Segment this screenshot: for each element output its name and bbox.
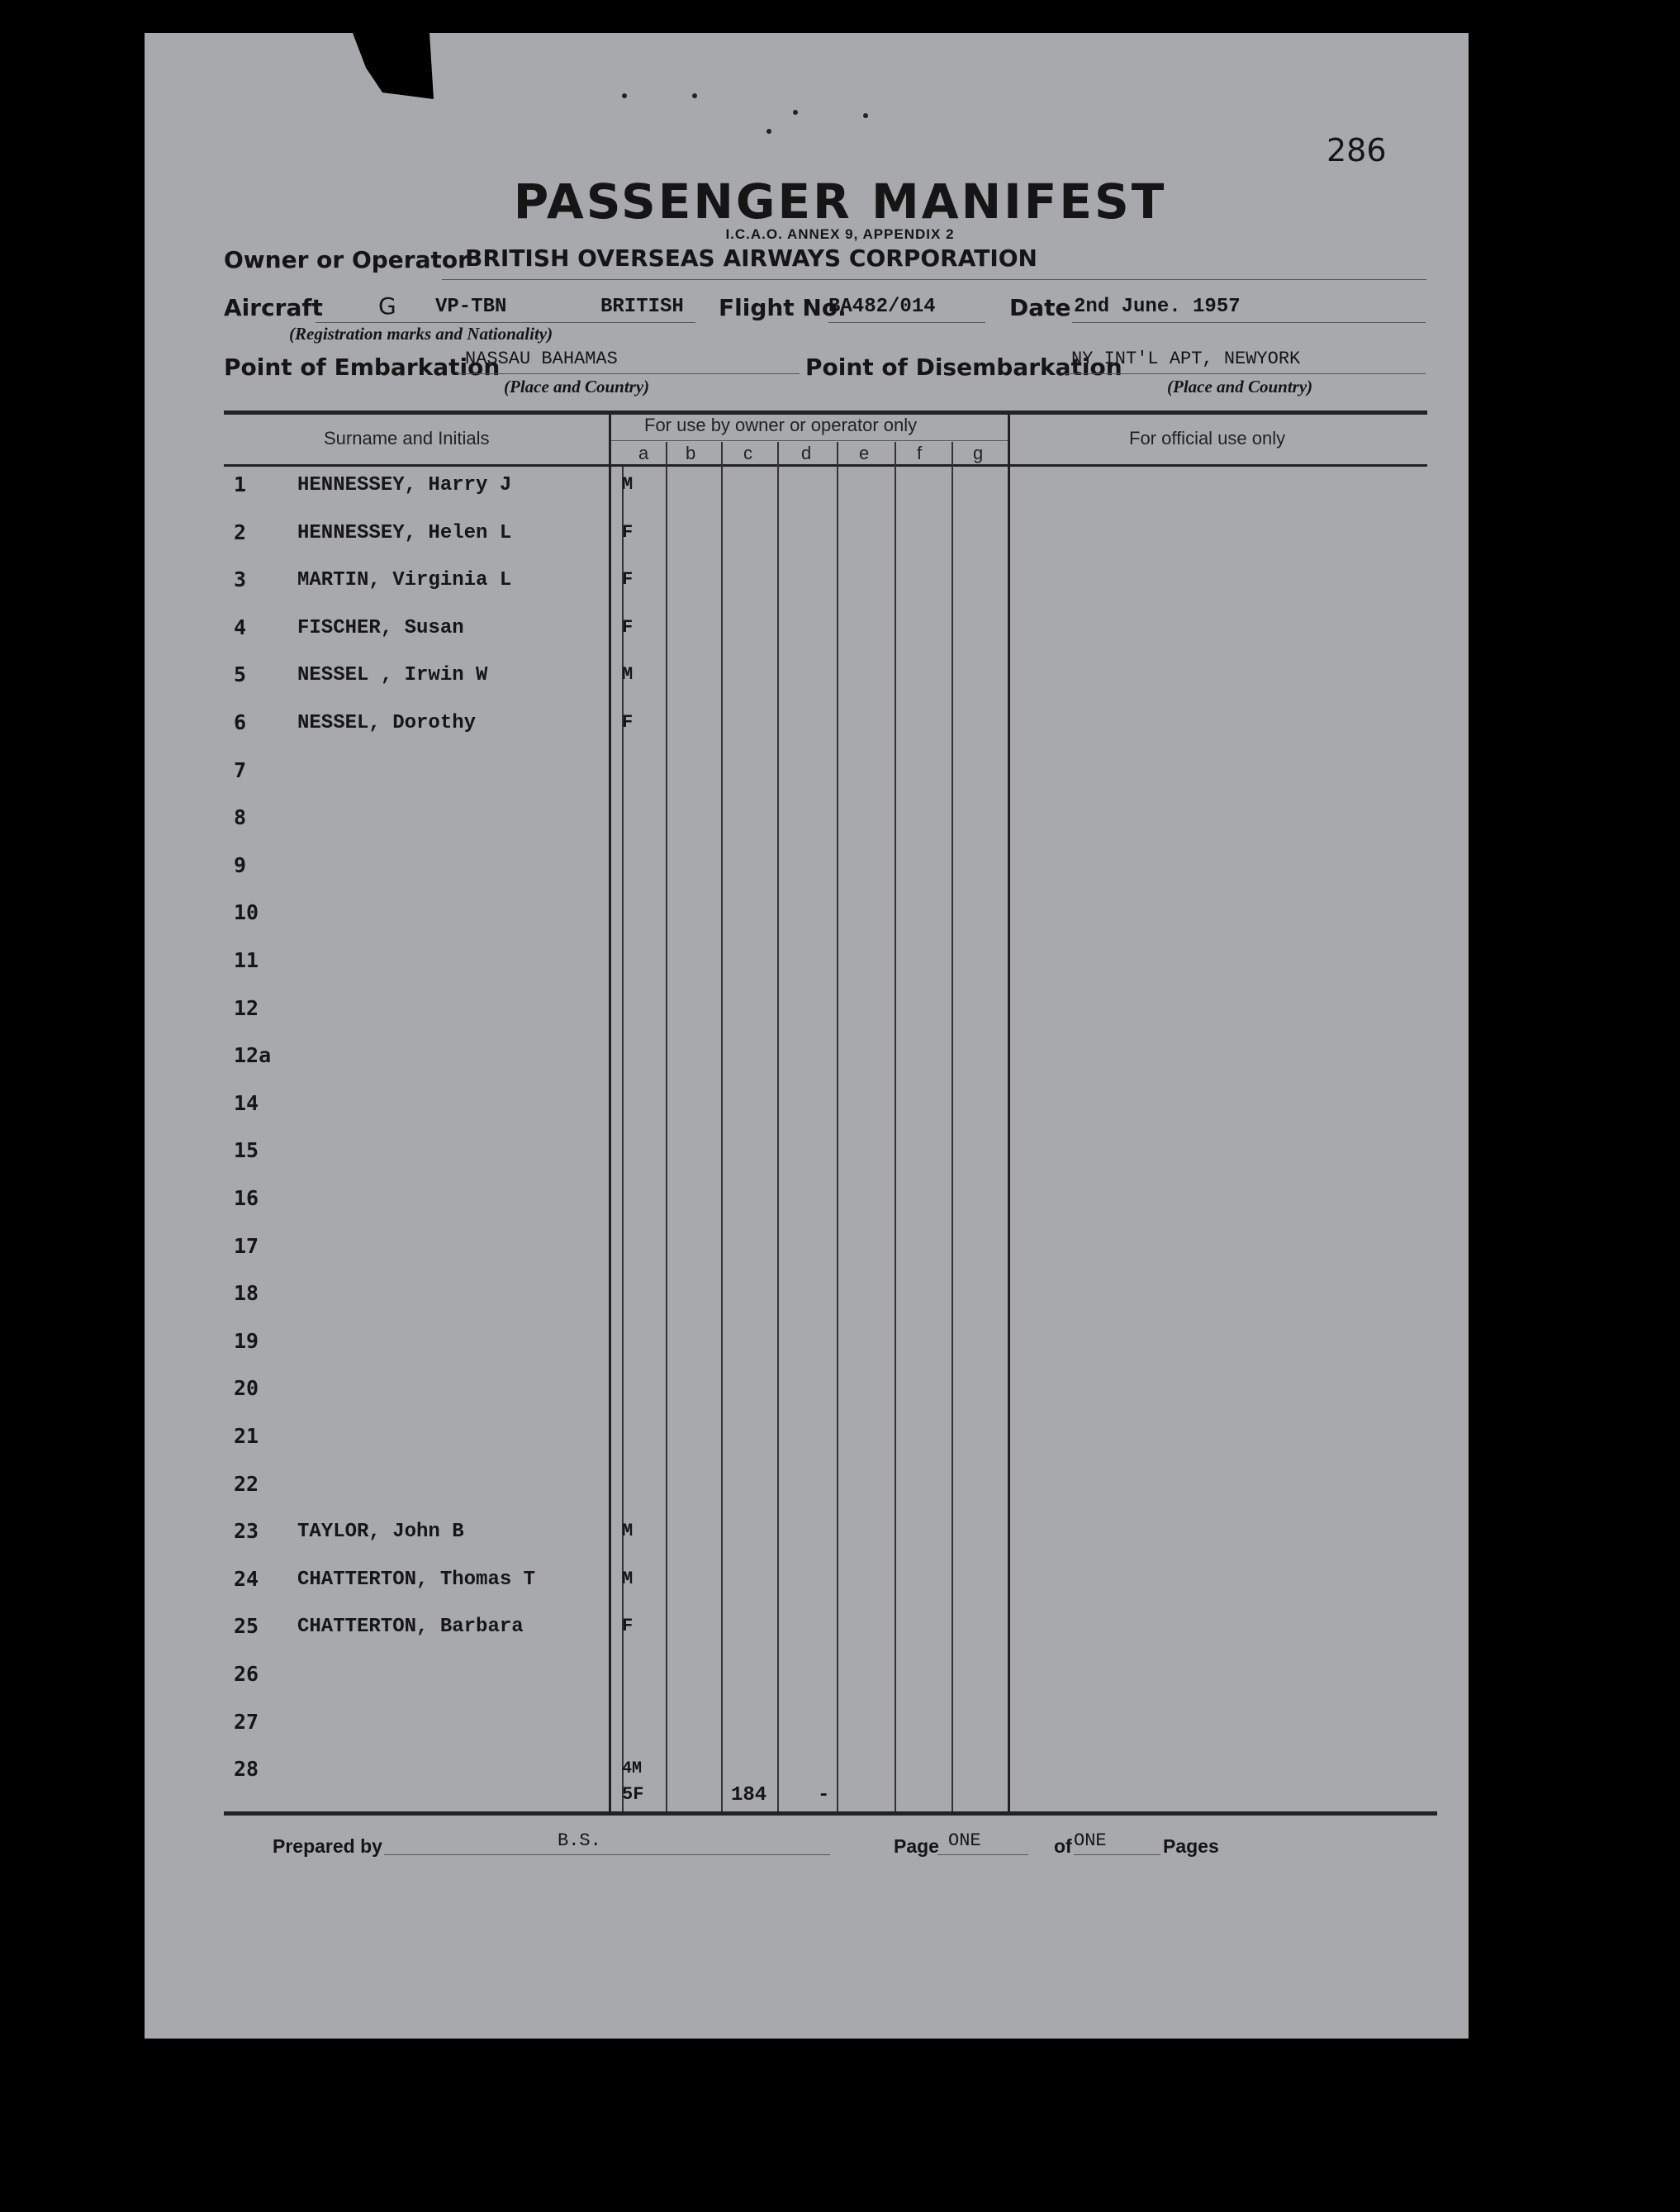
passenger-name: NESSEL , Irwin W [297, 664, 488, 686]
prepared-by-value: B.S. [558, 1830, 601, 1851]
col-c-rule [721, 442, 723, 1811]
passenger-sex-code: M [622, 474, 634, 495]
row-number: 9 [234, 853, 247, 877]
row-number: 6 [234, 710, 247, 734]
disembarkation-value: NY INT'L APT, NEWYORK [1071, 349, 1301, 369]
row-number: 10 [234, 900, 259, 924]
passenger-sex-code: F [622, 712, 634, 733]
row-number: 26 [234, 1662, 259, 1686]
row-number: 14 [234, 1091, 259, 1115]
row-number: 12a [234, 1043, 272, 1067]
operator-header-rule [610, 440, 1010, 441]
row-number: 8 [234, 805, 247, 829]
column-letter-a: a [638, 443, 649, 463]
column-letter-g: g [973, 443, 984, 463]
aircraft-label: Aircraft [224, 294, 323, 321]
row-number: 2 [234, 520, 247, 544]
disembarkation-note: (Place and Country) [1167, 377, 1313, 396]
speck [793, 110, 798, 115]
row-number: 27 [234, 1710, 259, 1734]
column-letter-e: e [859, 443, 870, 463]
row-number: 24 [234, 1567, 259, 1591]
col-f-rule [895, 442, 896, 1811]
official-column-header: For official use only [1129, 428, 1286, 449]
name-column-divider [609, 413, 611, 1814]
embarkation-value: NASSAU BAHAMAS [465, 349, 618, 369]
aircraft-registration: VP-TBN [435, 296, 507, 318]
row-number: 4 [234, 615, 247, 639]
row-number: 3 [234, 567, 247, 591]
col-e-rule [837, 442, 838, 1811]
row-number: 21 [234, 1424, 259, 1448]
flight-number: BA482/014 [828, 296, 936, 318]
operator-columns-header: For use by owner or operator only [644, 415, 918, 435]
of-label: of [1054, 1835, 1072, 1857]
pages-label: Pages [1163, 1835, 1219, 1857]
prepared-by-label: Prepared by [273, 1835, 382, 1857]
passenger-name: HENNESSEY, Harry J [297, 474, 512, 496]
flight-underline [828, 322, 985, 323]
date-value: 2nd June. 1957 [1074, 296, 1241, 318]
row-number: 23 [234, 1519, 259, 1543]
row-number: 7 [234, 758, 247, 782]
col-d-rule [777, 442, 779, 1811]
row-number: 11 [234, 948, 259, 972]
passenger-name: FISCHER, Susan [297, 617, 464, 639]
row-number: 28 [234, 1757, 259, 1781]
row-number: 17 [234, 1234, 259, 1258]
embarkation-note: (Place and Country) [504, 377, 650, 396]
prepared-by-underline [384, 1854, 830, 1855]
row-number: 1 [234, 472, 247, 496]
document-subtitle: I.C.A.O. ANNEX 9, APPENDIX 2 [725, 226, 955, 242]
passenger-name: CHATTERTON, Barbara [297, 1616, 524, 1638]
passenger-sex-code: F [622, 1616, 634, 1636]
aircraft-prefix: G [378, 292, 396, 320]
passenger-name: CHATTERTON, Thomas T [297, 1569, 536, 1591]
passenger-name: NESSEL, Dorothy [297, 712, 477, 734]
passenger-name: MARTIN, Virginia L [297, 569, 512, 591]
row-number: 19 [234, 1329, 259, 1353]
passenger-sex-code: F [622, 569, 634, 590]
aircraft-note: (Registration marks and Nationality) [289, 324, 553, 344]
passenger-sex-code: M [622, 1521, 634, 1541]
disembarkation-label: Point of Disembarkation [805, 354, 1122, 381]
passenger-sex-code: F [622, 617, 634, 638]
row-number: 20 [234, 1376, 259, 1400]
page-value: ONE [948, 1830, 981, 1851]
table-bottom-rule [224, 1811, 1437, 1816]
page-label: Page [894, 1835, 939, 1857]
total-males: 4M [622, 1759, 643, 1778]
speck [766, 129, 771, 134]
column-letter-f: f [917, 443, 923, 463]
col-g-rule [952, 442, 953, 1811]
column-letter-b: b [686, 443, 696, 463]
passenger-name: TAYLOR, John B [297, 1521, 464, 1543]
col-b-rule [666, 442, 667, 1811]
row-number: 15 [234, 1138, 259, 1162]
table-header-rule [224, 464, 1427, 467]
total-females: 5F [622, 1784, 644, 1805]
disembarkation-underline [1065, 373, 1426, 374]
row-number: 16 [234, 1186, 259, 1210]
of-underline [1074, 1854, 1160, 1855]
page-underline [937, 1854, 1028, 1855]
column-letter-d: d [801, 443, 812, 463]
date-label: Date [1009, 294, 1071, 321]
page-number: 286 [1326, 132, 1387, 169]
operator-label: Owner or Operator [224, 246, 469, 273]
row-number: 22 [234, 1472, 259, 1496]
passenger-sex-code: M [622, 1569, 634, 1589]
row-number: 12 [234, 996, 259, 1020]
embarkation-underline [457, 373, 800, 374]
name-column-header: Surname and Initials [324, 428, 490, 449]
speck [692, 93, 697, 98]
of-value: ONE [1074, 1830, 1107, 1851]
total-column-d: - [818, 1784, 830, 1806]
aircraft-nationality: BRITISH [600, 296, 684, 318]
embarkation-label: Point of Embarkation [224, 354, 501, 381]
speck [863, 113, 868, 118]
passenger-name: HENNESSEY, Helen L [297, 522, 512, 544]
row-number: 18 [234, 1281, 259, 1305]
passenger-sex-code: M [622, 664, 634, 685]
official-column-divider [1008, 413, 1010, 1811]
document-title: PASSENGER MANIFEST [513, 173, 1167, 230]
aircraft-underline [316, 322, 695, 323]
row-number: 25 [234, 1614, 259, 1638]
date-underline [1072, 322, 1426, 323]
speck [622, 93, 627, 98]
row-number: 5 [234, 662, 247, 686]
operator-underline [442, 279, 1426, 280]
operator-value: BRITISH OVERSEAS AIRWAYS CORPORATION [465, 244, 1037, 272]
total-column-c: 184 [731, 1784, 767, 1806]
passenger-sex-code: F [622, 522, 634, 543]
flight-label: Flight No. [719, 294, 847, 321]
column-letter-c: c [743, 443, 752, 463]
